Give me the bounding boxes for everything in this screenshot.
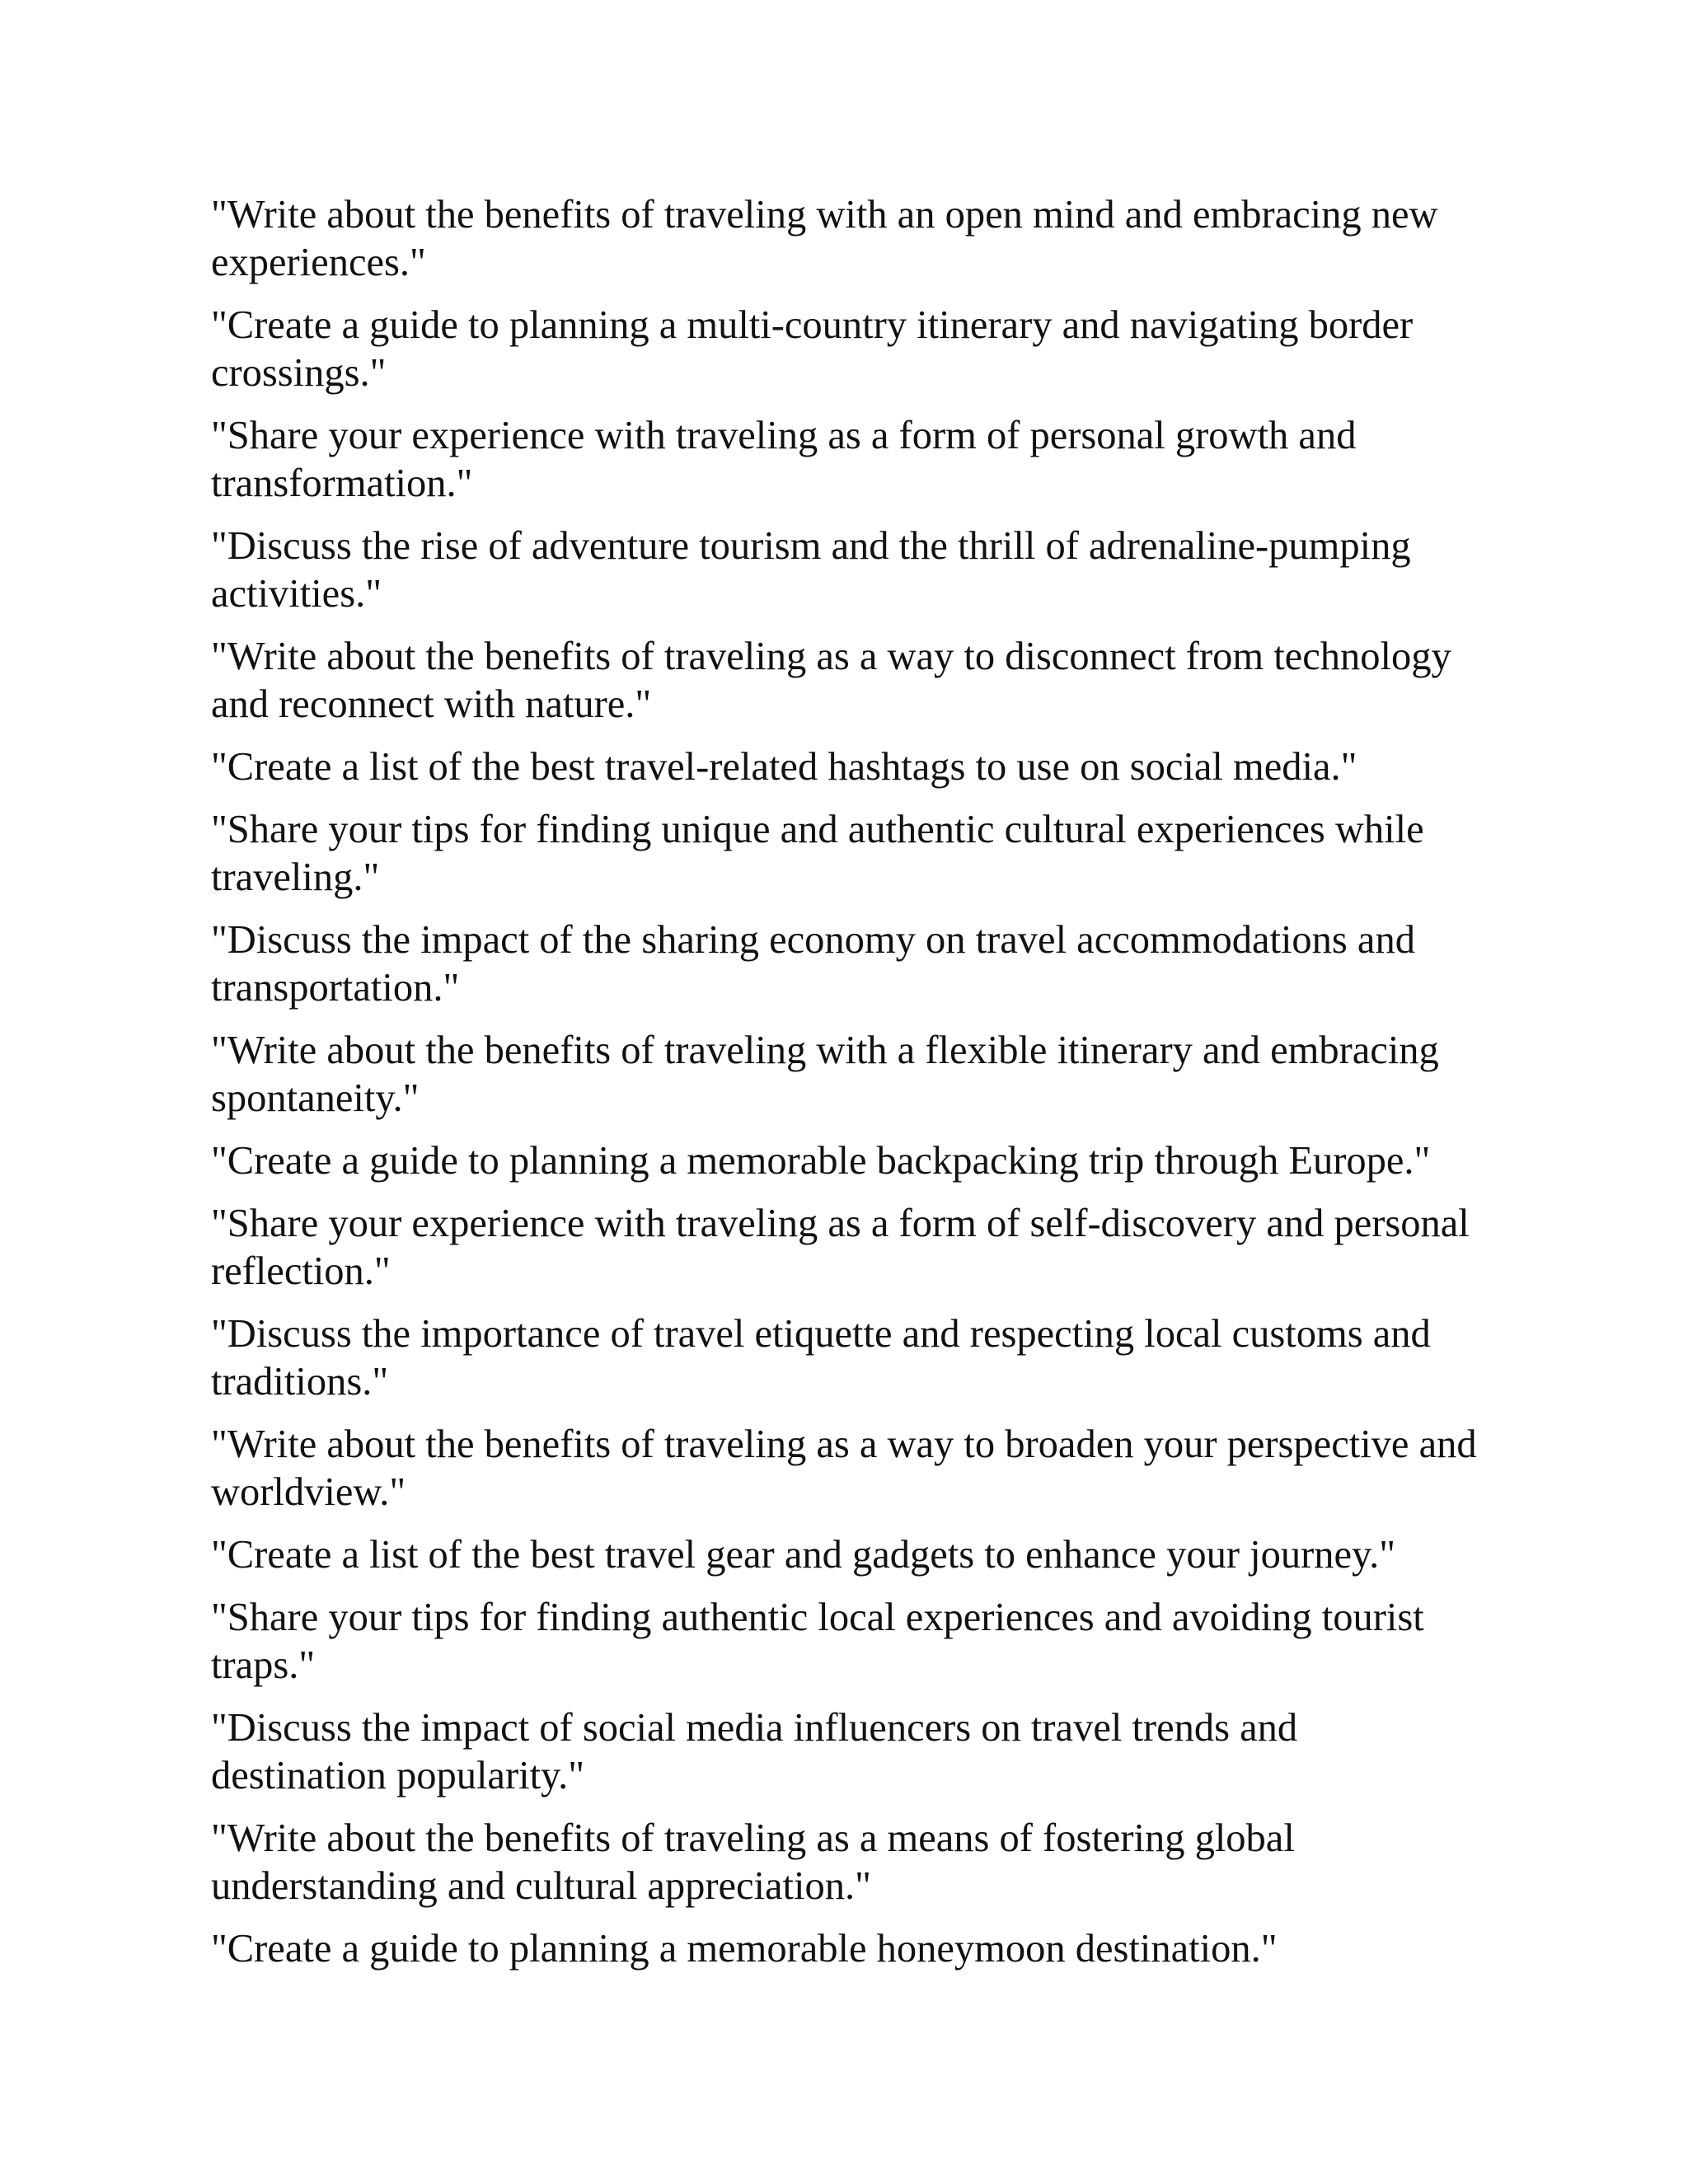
prompt-item: "Write about the benefits of traveling as a way to disconnect from technology and reconnect with nature." [211, 635, 1451, 726]
prompt-item: "Create a list of the best travel gear and gadgets to enhance your journey." [211, 1533, 1396, 1577]
prompt-item: "Create a guide to planning a memorable honeymoon destination." [211, 1927, 1278, 1971]
prompt-item: "Discuss the importance of travel etiquette and respecting local customs and traditions." [211, 1312, 1431, 1404]
prompt-item: "Share your experience with traveling as a form of personal growth and transformation." [211, 414, 1357, 505]
prompt-item: "Create a guide to planning a multi-country itinerary and navigating border crossings." [211, 303, 1414, 395]
prompt-list [211, 191, 1480, 1988]
prompt-item: "Discuss the impact of the sharing economy on travel accommodations and transportation." [211, 918, 1415, 1010]
prompt-item: "Write about the benefits of traveling as a means of fostering global understanding and cultural appreciation." [211, 1816, 1295, 1908]
prompt-item: "Share your tips for finding unique and authentic cultural experiences while traveling." [211, 808, 1424, 899]
prompt-item: "Create a list of the best travel-related hashtags to use on social media." [211, 745, 1357, 789]
prompt-item: "Discuss the rise of adventure tourism and the thrill of adrenaline-pumping activities." [211, 524, 1411, 616]
prompt-item: "Share your experience with traveling as a form of self-discovery and personal reflection." [211, 1202, 1470, 1293]
prompt-item: "Write about the benefits of traveling as a way to broaden your perspective and worldview." [211, 1422, 1477, 1514]
prompt-item: "Write about the benefits of traveling with a flexible itinerary and embracing spontaneity." [211, 1029, 1439, 1120]
prompt-item: "Create a guide to planning a memorable backpacking trip through Europe." [211, 1139, 1431, 1183]
prompt-item: "Write about the benefits of traveling with an open mind and embracing new experiences." [211, 193, 1438, 284]
prompt-item: "Discuss the impact of social media influencers on travel trends and destination popularity." [211, 1706, 1298, 1797]
prompt-item: "Share your tips for finding authentic local experiences and avoiding tourist traps." [211, 1596, 1424, 1687]
